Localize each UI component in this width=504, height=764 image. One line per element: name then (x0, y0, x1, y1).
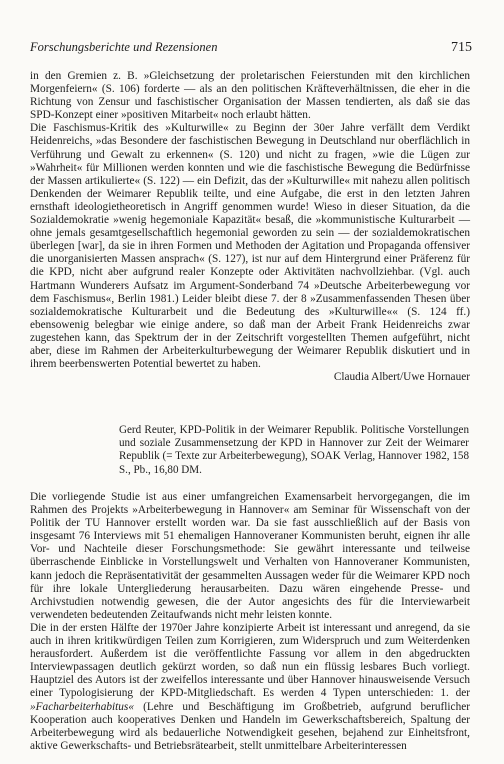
paragraph (30, 622, 470, 753)
paragraph: Die Faschismus-Kritik des »Kulturwille« zu Beginn der 30er Jahre verfällt dem Verdikt Heidenreichs, »das Besondere der faschistischen Bewegung in Deutschland nur oberflächlich in Verführung und Gewalt zu erkennen« (S. 120) und nicht zu fragen, »wie die Lügen zur »Wahrheit« für Millionen werden konnten und wie die faschistische Bewegung die Bedürfnisse der Massen artikulierte« (S. 122) — ein Defizit, das der »Kulturwille« mit nahezu allen politisch Denkenden der Weimarer Republik teilte, und eine Aufgabe, die erst in den letzten Jahren ernsthaft ideologietheoretisch in Angriff genommen wurde! Wieso in dieser Situation, da die Sozialdemokratie »wenig hegemoniale Kapazität« besaß, die »kommunistische Kulturarbeit — ohne jemals gesamtgesellschaftlich hegemonial geworden zu sein — der sozialdemokratischen überlegen [war], da sie in ihren Formen und Methoden der Agitation und Propaganda offensiver die unorganisierten Massen ansprach« (S. 127), ist nur auf dem Hintergrund einer Präferenz für die KPD, nicht aber aufgrund realer Konzepte oder Aktivitäten nachvollziehbar. (Vgl. auch Hartmann Wunderers Aufsatz im Argument-Sonderband 74 »Deutsche Arbeiterbewegung vor dem Faschismus«, Berlin 1981.) Leider bleibt diese 7. der 8 »Zusammenfassenden Thesen über sozialdemokratische Kulturarbeit und die Bedeutung des »Kulturwille«« (S. 124 ff.) ebensowenig belegbar wie einige andere, so daß man der Arbeit Frank Heidenreichs zwar zugestehen kann, das Spektrum der in der Zeitschrift vorgestellten Themen aufgeführt, nicht aber, diese im Rahmen der Arbeiterkulturbewegung der Weimarer Republik diskutiert und in ihrem beerbenswerten Potential bewertet zu haben. (30, 122, 470, 371)
paragraph-text: Die in der ersten Hälfte der 1970er Jahre konzipierte Arbeit ist interessant und anregend, da sie auch in ihren kritikwürdigen Teilen zum Korrigieren, zum Widerspruch und zum Weiterdenken herausfordert. Außerdem ist die veröffentlichte Fassung vor allem in den abgedruckten Interviewpassagen deutlich gekürzt worden, so daß nun ein flüssig lesbares Buch vorliegt. Hauptziel des Autors ist der zweifellos interessante und über Hannover hinausweisende Versuch einer Typologisierung der KPD-Mitgliedschaft. Es werden 4 Typen unterschieden: 1. der (30, 621, 470, 700)
paragraph: in den Gremien z. B. »Gleichsetzung der proletarischen Feierstunden mit den kirchlichen Morgenfeiern« (S. 106) forderte — als an den politischen Kräfteverhältnissen, die eher in die Richtung von Zensur und faschistischer Organisation der Massen tendierten, als daß sie das SPD-Konzept einer »positiven Mitarbeit« noch erlaubt hätten. (30, 70, 470, 122)
review-citation (119, 424, 469, 477)
review-continuation (30, 70, 470, 384)
review-body (30, 491, 470, 753)
paragraph: Die vorliegende Studie ist aus einer umfangreichen Examensarbeit hervorgegangen, die im Rahmen des Projekts »Arbeiterbewegung in Hannover« am Seminar für Wissenschaft von der Politik der TU Hannover erstellt worden war. Da sie fast ausschließlich auf der Basis von insgesamt 76 Interviews mit 51 ehemaligen Hannoveraner Kommunisten beruht, eignen ihr alle Vor- und Nachteile dieser Forschungsmethode: Sie gewährt interessante und teilweise überraschende Einblicke in Vorstellungswelt und Verhalten von Hannoveraner Kommunisten, kann jedoch die Repräsentativität der gesammelten Aussagen weder für die Weimarer KPD noch für ihre lokale Untergliederung herausarbeiten. Dazu wären eingehende Presse- und Archivstudien notwendig gewesen, die der Autor angesichts des für die Interviewarbeit verwendeten bedeutenden Zeitaufwands nicht mehr leisten konnte. (30, 491, 470, 621)
page-number: 715 (451, 40, 472, 55)
paragraph-text: (Lehre und Beschäftigung im Großbetrieb, aufgrund beruflicher Kooperation auch kooperatives Denken und Handeln im Gewerkschaftsbereich, Spaltung der Arbeiterbewegung wird als bedauerliche Notwendigkeit gesehen, bejahend zur Einheitsfront, aktive Gewerkschafts- und Betriebsrätearbeit, stellt unmittelbare Arbeiterinteressen (30, 700, 470, 752)
review-signature: Claudia Albert/Uwe Hornauer (333, 371, 470, 384)
running-title: Forschungsberichte und Rezensionen (30, 40, 218, 54)
running-header (30, 40, 472, 56)
emphasized-term: »Facharbeiterhabitus« (30, 700, 134, 713)
citation-text: Gerd Reuter, KPD-Politik in der Weimarer Republik. Politische Vorstellungen und soziale Zusammensetzung der KPD in Hannover zur Zeit der Weimarer Republik (= Texte zur Arbeiterbewegung), SOAK Verlag, Hannover 1982, 158 S., Pb., 16,80 DM. (119, 424, 469, 476)
